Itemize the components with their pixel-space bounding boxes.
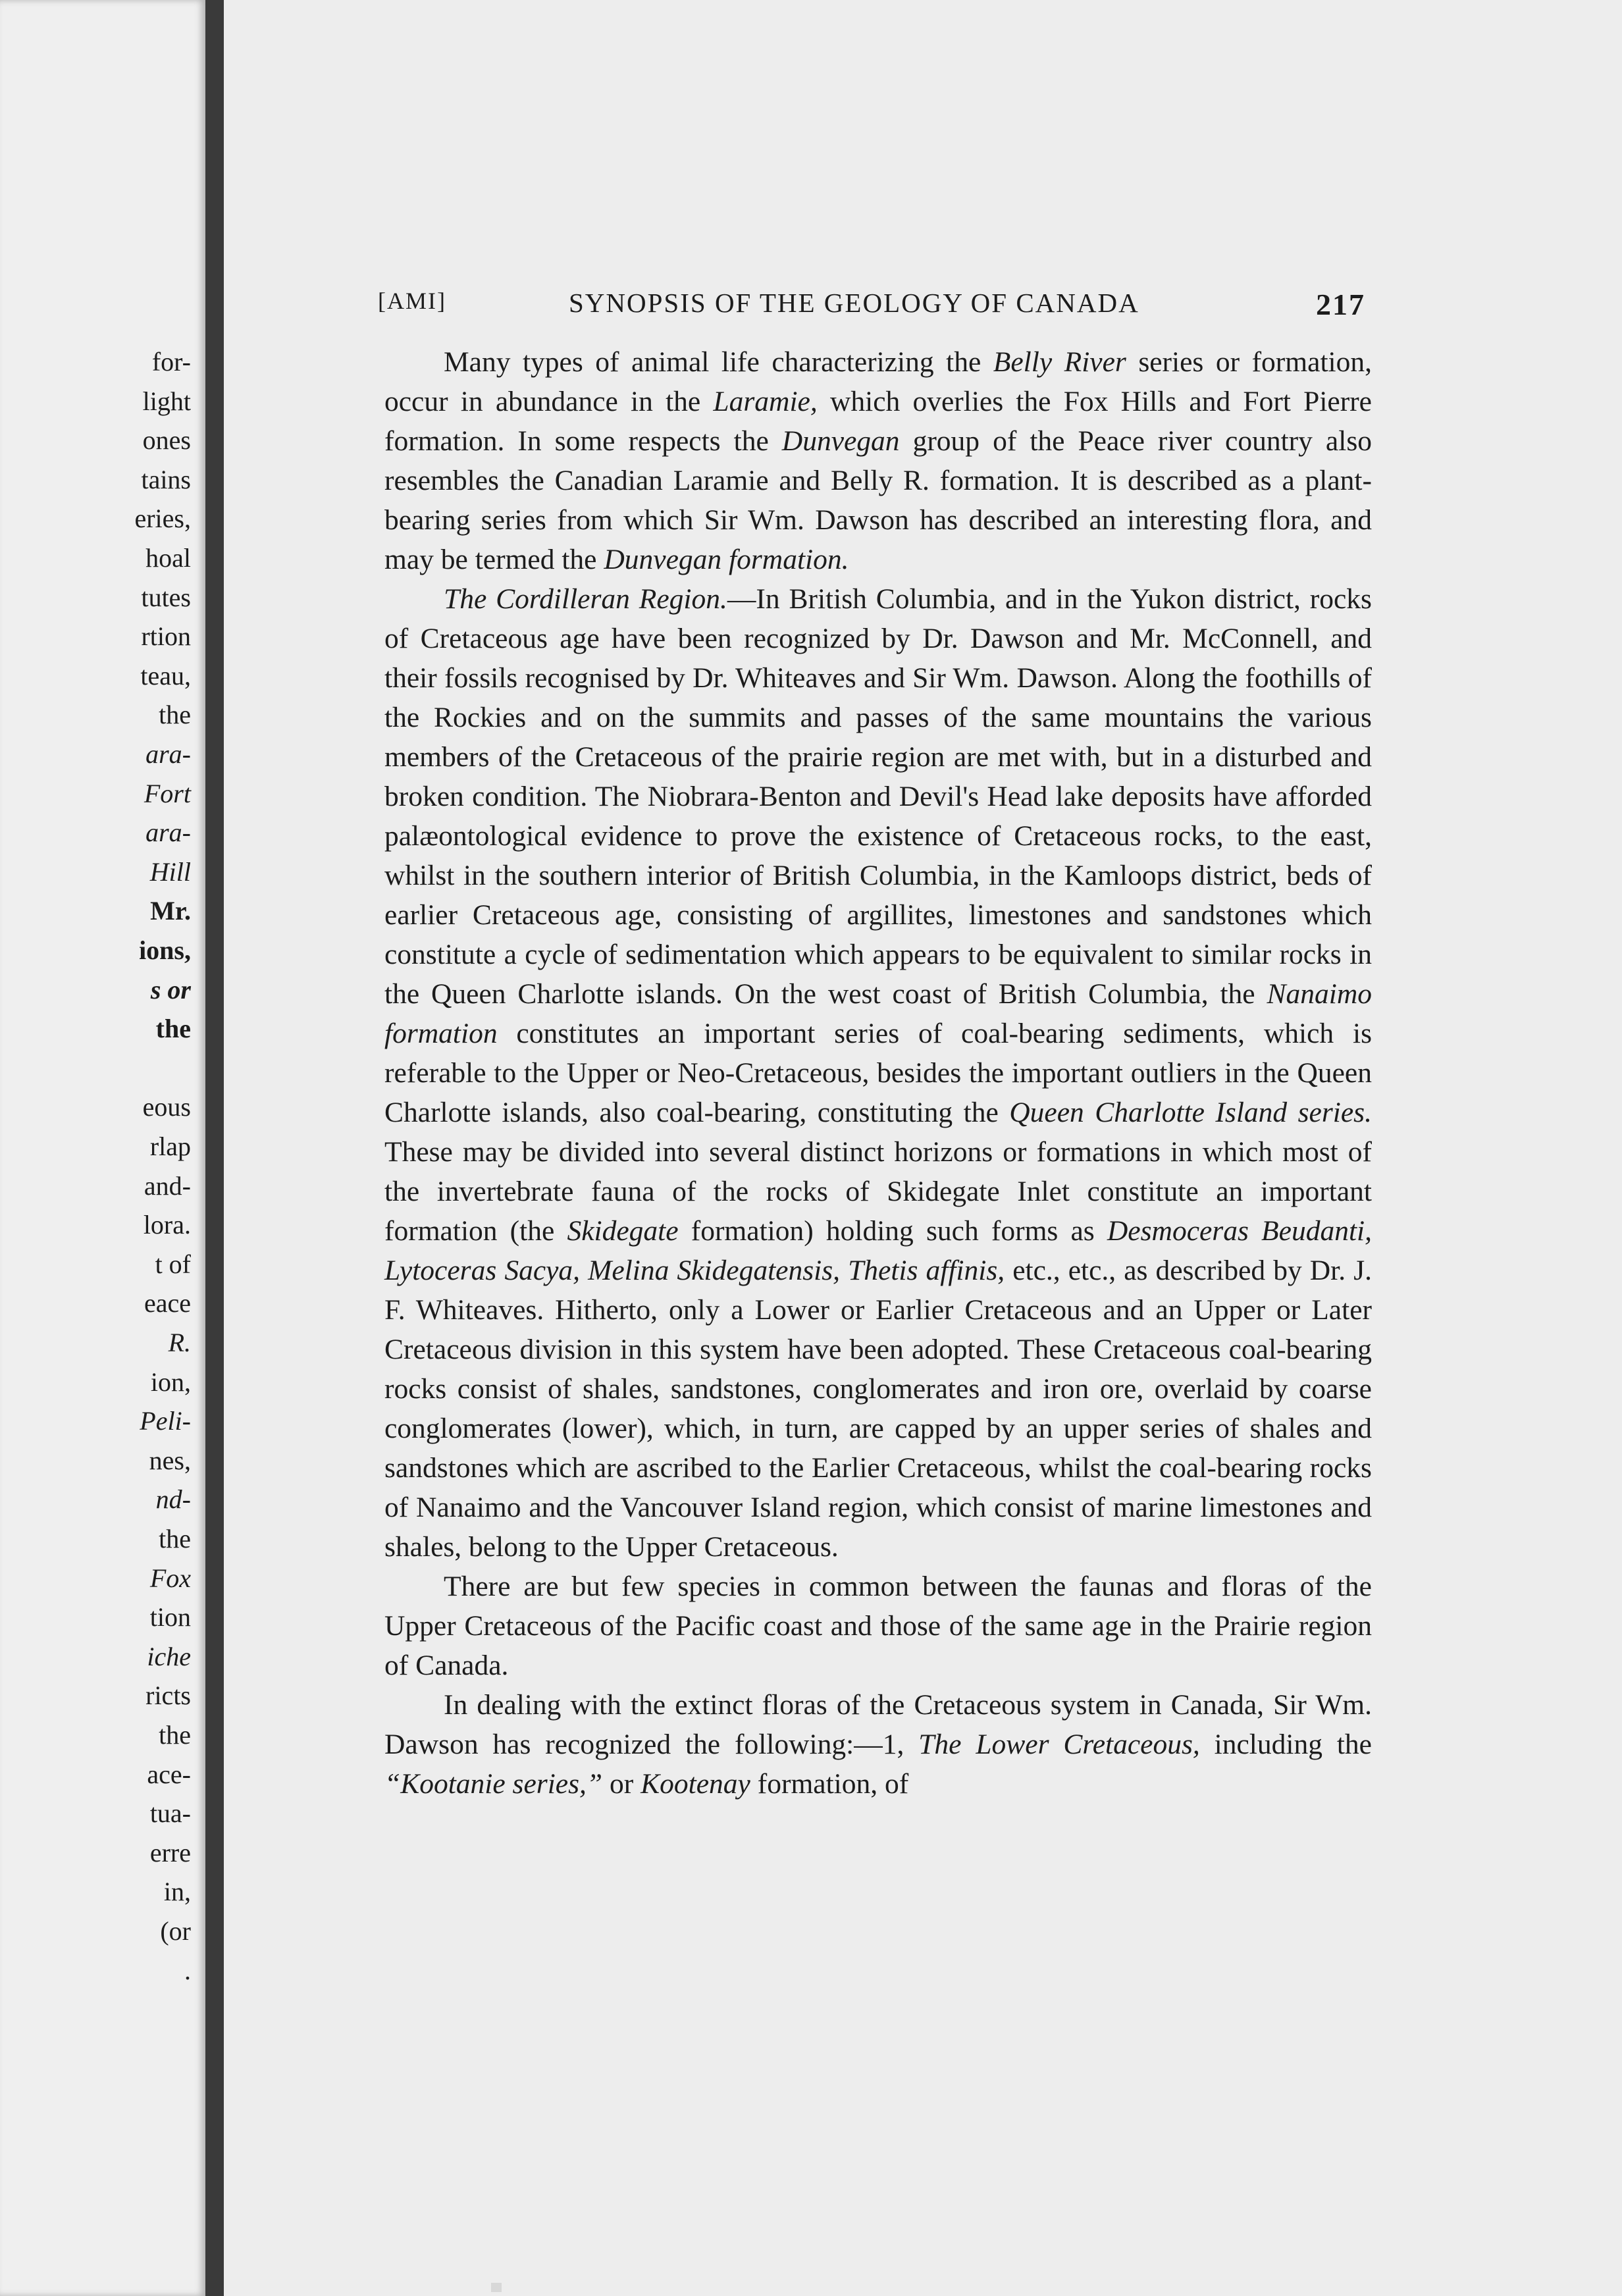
- left-page-fragment: tains: [141, 464, 191, 494]
- left-page-fragment: ones: [142, 425, 191, 456]
- left-page-fragment: ace-: [147, 1759, 191, 1789]
- left-page-fragment: t of: [155, 1249, 191, 1279]
- left-page-fragment: ricts: [145, 1681, 191, 1711]
- left-page-fragment: eries,: [134, 504, 191, 534]
- left-page-fragment: hoal: [145, 543, 191, 573]
- left-page-fragment: light: [142, 386, 191, 416]
- paragraph-cordilleran-region: The Cordilleran Region.—In British Columbia, and in the Yukon district, rocks of Cretaceous age have been recognized by Dr. Dawson and Mr. McConnell, and their fossils recognised by Dr. Whiteaves and Sir Wm. Dawson. Along the foothills of the Rockies and on the summits and passes of the same mountains the various members of the Cretaceous of the prairie region are met with, but in a disturbed and broken condition. The Niobrara-Benton and Devil's Head lake deposits have afforded palæontological evidence to prove the existence of Cretaceous rocks, to the east, whilst in the southern interior of British Columbia, in the Kamloops district, beds of earlier Cretaceous age, consisting of argillites, limestones and sandstones which constitute a cycle of sedimentation which appears to be equivalent to similar rocks in the Queen Charlotte islands. On the west coast of British Columbia, the Nanaimo formation constitutes an important series of coal-bearing sediments, which is referable to the Upper or Neo-Cretaceous, besides the important outliers in the Queen Charlotte islands, also coal-bearing, constituting the Queen Charlotte Island series. These may be divided into several distinct horizons or formations in which most of the invertebrate fauna of the rocks of Skidegate Inlet constitute an important formation (the Skidegate formation) holding such forms as Desmoceras Beudanti, Lytoceras Sacya, Melina Skidegatensis, Thetis affinis, etc., etc., as described by Dr. J. F. Whiteaves. Hitherto, only a Lower or Earlier Cretaceous and an Upper or Later Cretaceous division in this system have been adopted. These Cretaceous coal-bearing rocks consist of shales, sandstones, conglomerates and iron ore, overlaid by coarse conglomerates (lower), which, in turn, are capped by an upper series of shales and sandstones which are ascribed to the Earlier Cretaceous, whilst the coal-bearing rocks of Nanaimo and the Vancouver Island region, which consist of marine limestones and shales, belong to the Upper Cretaceous.: [384, 583, 1372, 1563]
- left-page-fragment: s or: [150, 974, 191, 1004]
- left-page-fragment: ara-: [145, 739, 191, 769]
- body-text: [384, 342, 1372, 1804]
- left-page-fragment: the: [159, 700, 191, 730]
- left-page-fragment: Fox: [149, 1563, 191, 1593]
- left-page-fragment: (or: [160, 1916, 191, 1946]
- left-page-fragment: the: [155, 1014, 191, 1044]
- book-gutter: [205, 0, 224, 2296]
- paragraph-few-species: There are but few species in common between the faunas and floras of the Upper Cretaceous of the Pacific coast and those of the same age in the Prairie region of Canada.: [384, 1571, 1372, 1681]
- left-page-fragment: the: [159, 1524, 191, 1553]
- left-page-fragment: teau,: [140, 660, 191, 691]
- left-page-fragment: tua-: [149, 1798, 191, 1829]
- left-page-fragment: eous: [142, 1092, 191, 1122]
- left-facing-page: [0, 0, 205, 2296]
- page-number: 217: [1316, 288, 1365, 321]
- left-page-fragment: Fort: [144, 778, 191, 808]
- scan-mark: [491, 2283, 502, 2292]
- left-page-fragment: iche: [147, 1641, 191, 1671]
- left-page-fragment: lora.: [143, 1210, 191, 1240]
- running-head: [378, 287, 1365, 326]
- left-page-fragment: in,: [163, 1877, 191, 1907]
- left-page-fragment: rlap: [149, 1132, 191, 1161]
- left-page-fragment: ion,: [150, 1367, 191, 1397]
- paragraph-belly-river: Many types of animal life characterizing the Belly River series or formation, occur in abundance in the Laramie, which overlies the Fox Hills and Fort Pierre formation. In some respects the Dunvegan group of the Peace river country also resembles the Canadian Laramie and Belly R. formation. It is described as a plant-bearing series from which Sir Wm. Dawson has described an interesting flora, and may be termed the Dunvegan formation.: [384, 346, 1372, 575]
- left-page-fragment: eace: [144, 1288, 191, 1318]
- paragraph-extinct-floras: In dealing with the extinct floras of the Cretaceous system in Canada, Sir Wm. Dawson has recognized the following:—1, The Lower Cretaceous, including the “Kootanie series,” or Kootenay formation, of: [384, 1689, 1372, 1800]
- left-page-fragment: Mr.: [150, 896, 191, 926]
- left-page-fragment: the: [159, 1720, 191, 1750]
- left-page-fragment: tutes: [141, 582, 191, 612]
- left-page-fragment: for-: [151, 347, 191, 377]
- left-page-fragment: Peli-: [140, 1406, 191, 1436]
- left-page-fragment: erre: [149, 1837, 191, 1867]
- left-page-fragment: .: [184, 1955, 191, 1985]
- left-page-fragment: tion: [149, 1602, 191, 1632]
- left-page-fragment: R.: [168, 1328, 191, 1357]
- left-page-fragment: Hill: [149, 856, 191, 887]
- left-page-fragment: nd-: [155, 1484, 191, 1515]
- left-page-fragment: ions,: [139, 935, 191, 965]
- left-page-fragment: nes,: [149, 1445, 191, 1475]
- left-page-fragment: and-: [144, 1170, 191, 1201]
- running-title: SYNOPSIS OF THE GEOLOGY OF CANADA: [569, 288, 1139, 318]
- author-tag: [AMI]: [378, 288, 446, 314]
- left-page-fragment: rtion: [141, 621, 191, 652]
- left-page-fragment: ara-: [145, 818, 191, 848]
